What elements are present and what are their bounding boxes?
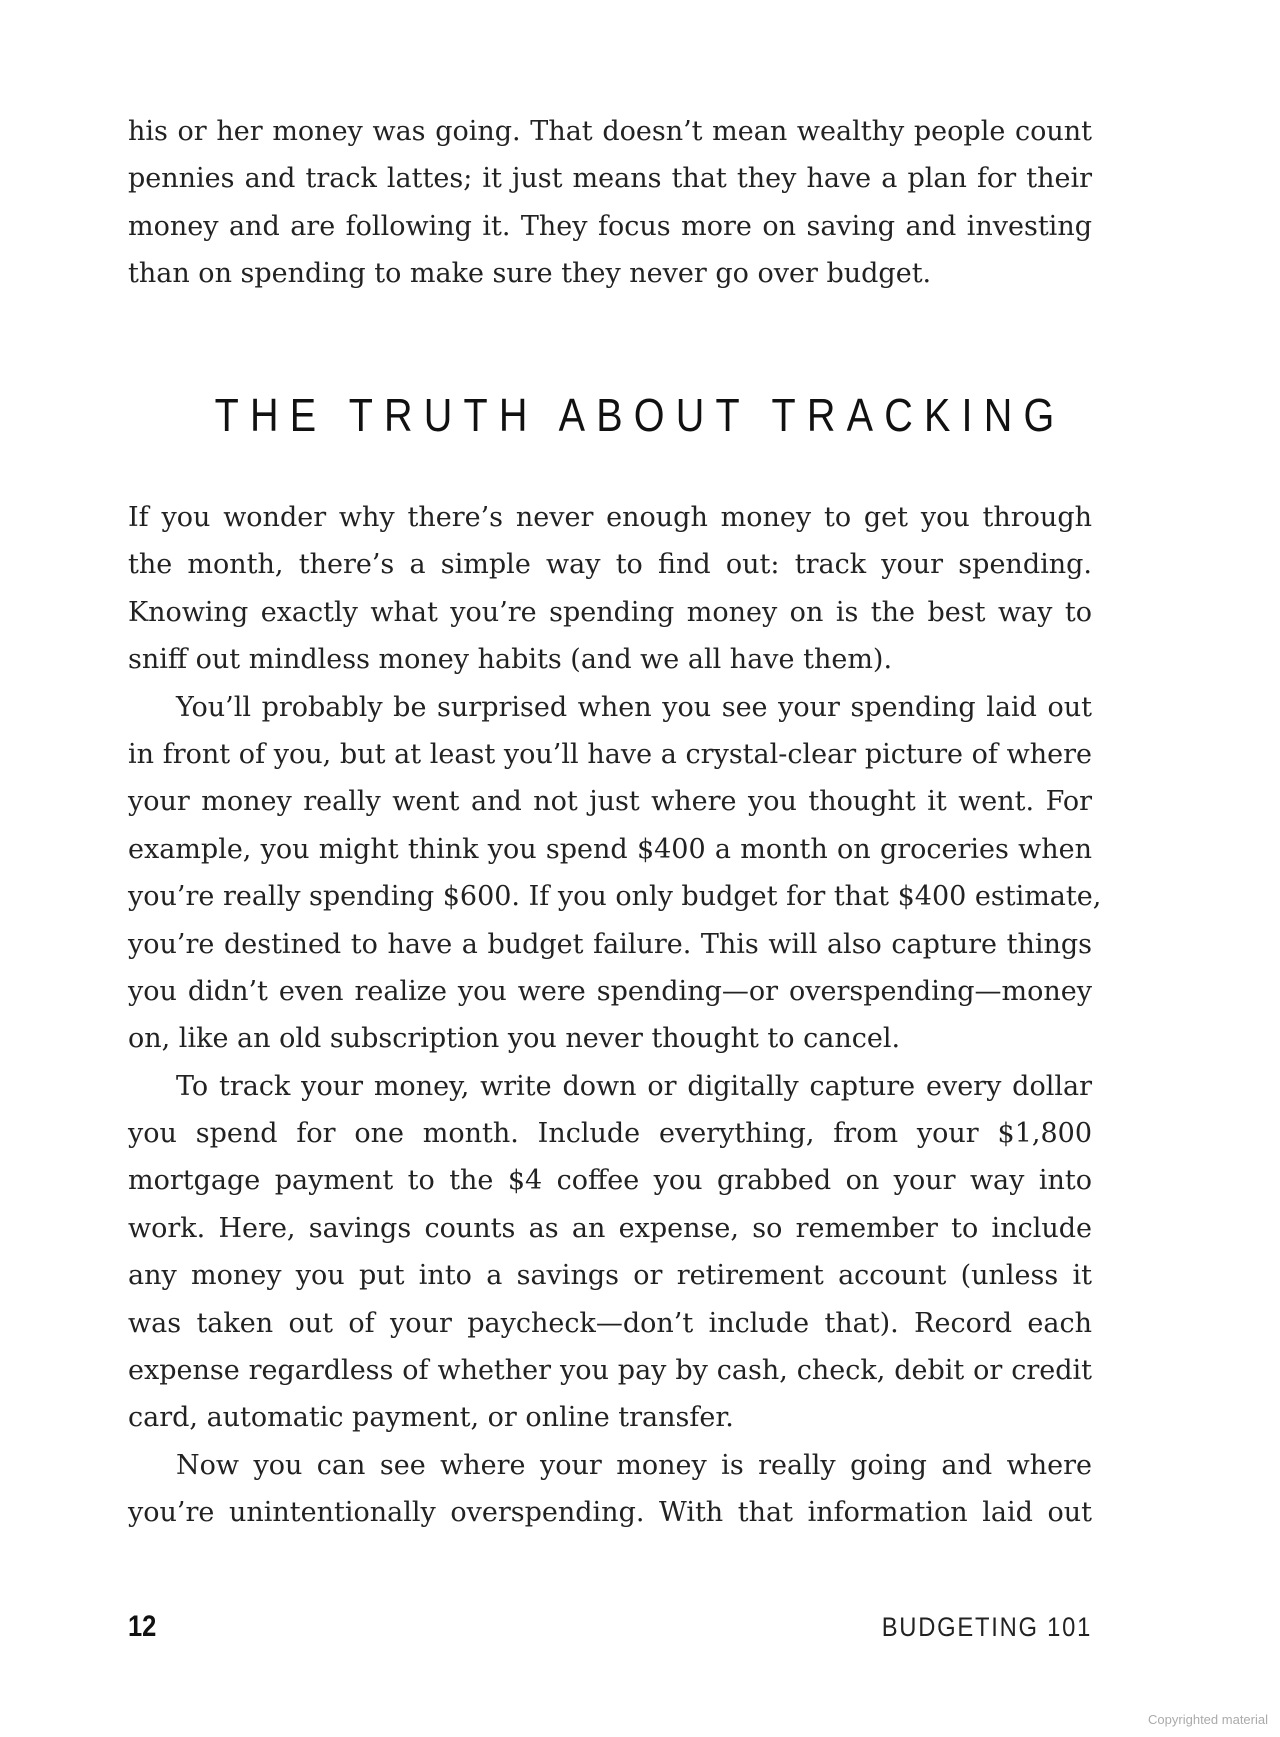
text-line: the month, there’s a simple way to find out: track your spending. — [128, 549, 1092, 581]
text-line: mortgage payment to the $4 coffee you grabbed on your way into — [128, 1165, 1092, 1197]
text-line: money and are following it. They focus more on saving and investing — [128, 210, 1092, 242]
text-line: you spend for one month. Include everything, from your $1,800 — [128, 1118, 1092, 1150]
text-line: on, like an old subscription you never thought to cancel. — [128, 1023, 901, 1055]
text-line: you didn’t even realize you were spending—or overspending—money — [128, 975, 1092, 1007]
text-line: If you wonder why there’s never enough money to get you through — [128, 502, 1092, 533]
text-line: Now you can see where your money is really going and where — [176, 1449, 1092, 1481]
paragraph — [128, 1063, 1092, 1442]
text-line: Knowing exactly what you’re spending money on is the best way to — [128, 596, 1092, 628]
copyright-watermark: Copyrighted material — [1148, 1712, 1268, 1727]
text-line: you’re really spending $600. If you only budget for that $400 estimate, — [128, 881, 1102, 913]
text-line: To track your money, write down or digitally capture every dollar — [176, 1070, 1092, 1102]
text-line: in front of you, but at least you’ll have a crystal-clear picture of where — [128, 738, 1092, 770]
text-line: you’re unintentionally overspending. With that information laid out — [128, 1497, 1092, 1529]
paragraph — [128, 1442, 1092, 1537]
section-heading: THE TRUTH ABOUT TRACKING — [214, 389, 1066, 441]
text-line: card, automatic payment, or online transfer. — [128, 1402, 734, 1434]
text-line: your money really went and not just where you thought it went. For — [128, 786, 1092, 818]
section-body — [128, 494, 1102, 1537]
text-line: than on spending to make sure they never go over budget. — [128, 258, 932, 290]
running-title: BUDGETING 101 — [881, 1612, 1092, 1642]
text-line: expense regardless of whether you pay by cash, check, debit or credit — [128, 1355, 1092, 1387]
text-line: was taken out of your paycheck—don’t include that). Record each — [128, 1307, 1092, 1339]
text-line: sniff out mindless money habits (and we all have them). — [128, 644, 893, 676]
paragraph — [128, 684, 1102, 1063]
text-line: work. Here, savings counts as an expense, so remember to include — [128, 1212, 1092, 1244]
page-number: 12 — [128, 1610, 157, 1643]
text-line: you’re destined to have a budget failure. This will also capture things — [128, 928, 1092, 960]
text-line: example, you might think you spend $400 a month on groceries when — [128, 833, 1092, 865]
intro-paragraph — [128, 108, 1092, 298]
text-line: any money you put into a savings or retirement account (unless it — [128, 1260, 1092, 1292]
text-line: his or her money was going. That doesn’t mean wealthy people count — [128, 116, 1092, 147]
text-line: You’ll probably be surprised when you see your spending laid out — [176, 691, 1092, 723]
paragraph — [128, 494, 1092, 684]
text-line: pennies and track lattes; it just means that they have a plan for their — [128, 163, 1092, 195]
